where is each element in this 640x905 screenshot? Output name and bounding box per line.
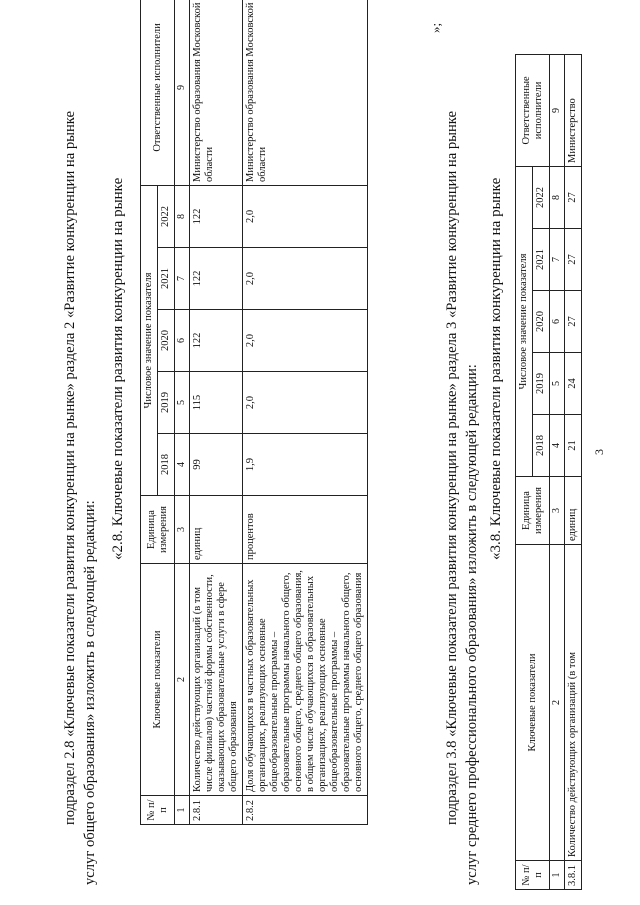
col-number: 7 <box>550 229 565 291</box>
year-header: 2019 <box>533 353 550 415</box>
year-header: 2022 <box>533 166 550 228</box>
row-value: 122 <box>190 310 243 372</box>
year-header: 2018 <box>533 415 550 477</box>
row-value: 2,0 <box>243 372 368 434</box>
row-value: 2,0 <box>243 248 368 310</box>
row-responsible: Министерство образования Московской области <box>190 0 243 185</box>
row-unit: единиц <box>565 477 582 545</box>
col-number: 4 <box>175 434 190 496</box>
row-indicator: Количество действующих организаций (в том <box>565 545 582 861</box>
col-number: 6 <box>550 291 565 353</box>
col-number: 9 <box>550 54 565 166</box>
row-value: 21 <box>565 415 582 477</box>
col-num-header: № п/п <box>516 861 550 890</box>
col-number: 8 <box>175 185 190 247</box>
row-value: 27 <box>565 166 582 228</box>
row-num: 2.8.2 <box>243 796 368 825</box>
col-number: 1 <box>175 796 190 825</box>
col-values-header: Числовое значение показателя <box>141 185 158 495</box>
row-num: 3.8.1 <box>565 861 582 890</box>
col-indicator-header: Ключевые показатели <box>516 545 550 861</box>
row-unit: процентов <box>243 496 368 564</box>
table-3-8-caption: «3.8. Ключевые показатели развития конкуренции на рынке <box>488 177 504 560</box>
column-number-row <box>175 0 190 825</box>
page-number: 3 <box>592 449 606 455</box>
row-indicator: Доля обучающихся в частных образовательных организациях, реализующих основные общеобразовательные программы – образовательные программы начального общего, основного общего, среднего общего образования, в общем числе обучающихся в образовательных организациях, реализующих основные общеобразовательные программы – образовательные программы начального общего, основного общего, среднего общего образования <box>243 564 368 796</box>
col-number: 2 <box>550 545 565 861</box>
row-value: 24 <box>565 353 582 415</box>
table-2-8-caption: «2.8. Ключевые показатели развития конкуренции на рынке <box>110 177 126 560</box>
row-num: 2.8.1 <box>190 796 243 825</box>
row-value: 2,0 <box>243 310 368 372</box>
row-value: 99 <box>190 434 243 496</box>
col-unit-header: Единица измерения <box>516 477 550 545</box>
col-number: 8 <box>550 166 565 228</box>
table-2-8-closing: »; <box>428 22 443 33</box>
year-header: 2019 <box>158 372 175 434</box>
year-header: 2022 <box>158 185 175 247</box>
section-3-8-line2: услуг среднего профессионального образования» изложить в следующей редакции: <box>464 364 480 885</box>
col-number: 4 <box>550 415 565 477</box>
row-value: 27 <box>565 291 582 353</box>
section-2-8-line2: услуг общего образования» изложить в следующей редакции: <box>82 500 98 885</box>
section-2-8-line1: подраздел 2.8 «Ключевые показатели развития конкуренции на рынке» раздела 2 «Развитие конкуренции на рынке <box>62 111 78 825</box>
row-unit: единиц <box>190 496 243 564</box>
table-3-8 <box>515 54 582 890</box>
table-2-8 <box>140 0 368 825</box>
col-number: 5 <box>175 372 190 434</box>
row-responsible: Министерство образования Московской области <box>243 0 368 185</box>
row-indicator: Количество действующих организаций (в том числе филиалов) частной формы собственности, оказывающих образовательные услуги в сфере общего образования <box>190 564 243 796</box>
row-value: 2,0 <box>243 185 368 247</box>
row-value: 27 <box>565 229 582 291</box>
row-value: 122 <box>190 248 243 310</box>
col-responsible-header: Ответственные исполнители <box>141 0 175 185</box>
section-3-8-intro <box>442 25 482 885</box>
col-number: 6 <box>175 310 190 372</box>
col-num-header: № п/п <box>141 796 175 825</box>
column-number-row <box>550 54 565 889</box>
row-value: 1,9 <box>243 434 368 496</box>
col-number: 9 <box>175 0 190 185</box>
table-row <box>190 0 243 825</box>
row-value: 115 <box>190 372 243 434</box>
year-header: 2020 <box>158 310 175 372</box>
table-row <box>243 0 368 825</box>
col-number: 2 <box>175 564 190 796</box>
row-responsible: Министерство <box>565 54 582 166</box>
year-header: 2021 <box>533 229 550 291</box>
col-number: 5 <box>550 353 565 415</box>
col-number: 1 <box>550 861 565 890</box>
col-responsible-header: Ответственные исполнители <box>516 54 550 166</box>
col-number: 3 <box>550 477 565 545</box>
col-number: 7 <box>175 248 190 310</box>
col-indicator-header: Ключевые показатели <box>141 564 175 796</box>
col-unit-header: Единица измерения <box>141 496 175 564</box>
section-3-8-line1: подраздел 3.8 «Ключевые показатели развития конкуренции на рынке» раздела 3 «Развитие конкуренции на рынке <box>444 111 460 825</box>
col-number: 3 <box>175 496 190 564</box>
year-header: 2021 <box>158 248 175 310</box>
row-value: 122 <box>190 185 243 247</box>
section-2-8-intro <box>60 25 100 885</box>
year-header: 2018 <box>158 434 175 496</box>
table-row <box>565 54 582 889</box>
col-values-header: Числовое значение показателя <box>516 166 533 476</box>
year-header: 2020 <box>533 291 550 353</box>
